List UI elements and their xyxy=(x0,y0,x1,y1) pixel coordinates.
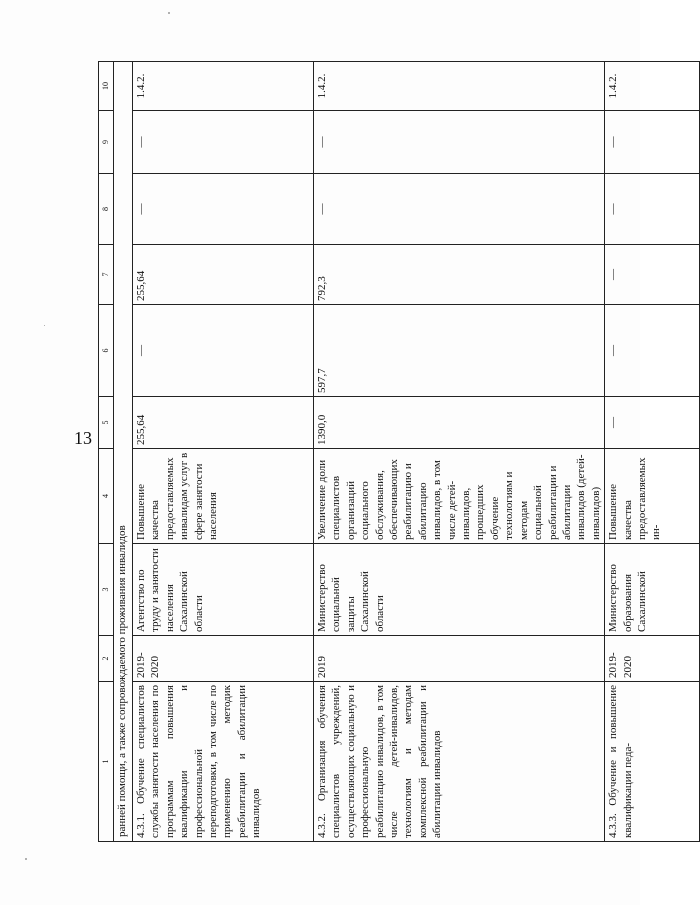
total-funding-cell: — xyxy=(605,397,700,449)
column-number: 7 xyxy=(99,245,114,305)
scan-speck xyxy=(25,858,27,860)
col7-cell: 792,3 xyxy=(314,245,605,305)
period-cell: 2019 xyxy=(314,636,605,682)
measure-cell: 4.3.2. Организация обучения специалистов учреждений, осуществляющих социальную и профессиональную реабилитацию инвалидов, в том числе детей-инвалидов, технологиям и методам комплексной реабилитации и абилитации инвалидов xyxy=(314,682,605,842)
executor-cell: Министерство социальной защиты Сахалинской области xyxy=(314,544,605,636)
measures-table xyxy=(98,61,700,842)
section-header: ранней помощи, а также сопровождаемого проживания инвалидов xyxy=(114,62,133,842)
period-cell: 2019-2020 xyxy=(605,636,700,682)
col8-cell: — xyxy=(133,174,314,245)
section-header-row xyxy=(114,62,133,842)
table-row xyxy=(133,62,314,842)
col6-cell: — xyxy=(133,305,314,397)
column-number: 4 xyxy=(99,449,114,544)
rotated-table-area xyxy=(98,62,663,842)
scan-speck xyxy=(44,325,45,326)
total-funding-cell: 1390,0 xyxy=(314,397,605,449)
column-number: 8 xyxy=(99,174,114,245)
column-number: 10 xyxy=(99,62,114,111)
measure-cell: 4.3.3. Обучение и повышение квалификации педа- xyxy=(605,682,700,842)
indicator-cell: 1.4.2. xyxy=(314,62,605,111)
indicator-cell: 1.4.2. xyxy=(133,62,314,111)
col7-cell: 255,64 xyxy=(133,245,314,305)
executor-cell: Министерство образования Сахалинской xyxy=(605,544,700,636)
column-number: 1 xyxy=(99,682,114,842)
column-number: 3 xyxy=(99,544,114,636)
col9-cell: — xyxy=(314,111,605,174)
result-cell: Увеличение доли специалистов организаций социального обслуживания, обеспечивающих реабилитацию и абилитацию инвалидов, в том числе детей-инвалидов, прошедших обучение технологиям и методам социальной реабилитации и абилитации инвалидов (детей-инвалидов) xyxy=(314,449,605,544)
column-number: 2 xyxy=(99,636,114,682)
total-funding-cell: 255,64 xyxy=(133,397,314,449)
page-number: 13 xyxy=(74,428,92,448)
col6-cell: 597,7 xyxy=(314,305,605,397)
table-row xyxy=(314,62,605,842)
indicator-cell: 1.4.2. xyxy=(605,62,700,111)
col7-cell: — xyxy=(605,245,700,305)
period-cell: 2019-2020 xyxy=(133,636,314,682)
column-number-row xyxy=(99,62,114,842)
col8-cell: — xyxy=(605,174,700,245)
executor-cell: Агентство по труду и занятости населения Сахалинской области xyxy=(133,544,314,636)
measure-cell: 4.3.1. Обучение специалистов службы занятости населения по программам повышения квалификации и профессиональной переподготовки, в том числе по применению методик реабилитации и абилитации инвалидов xyxy=(133,682,314,842)
table-row xyxy=(605,62,700,842)
result-cell: Повышение качества предоставляемых ин- xyxy=(605,449,700,544)
column-number: 6 xyxy=(99,305,114,397)
column-number: 9 xyxy=(99,111,114,174)
scan-speck xyxy=(168,12,170,14)
col6-cell: — xyxy=(605,305,700,397)
result-cell: Повышение качества предоставляемых инвалидам услуг в сфере занятости населения xyxy=(133,449,314,544)
col8-cell: — xyxy=(314,174,605,245)
col9-cell: — xyxy=(133,111,314,174)
col9-cell: — xyxy=(605,111,700,174)
column-number: 5 xyxy=(99,397,114,449)
